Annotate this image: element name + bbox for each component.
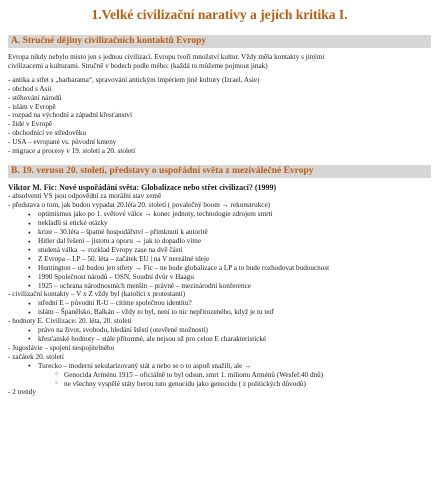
- bullet-item: ● 1925 – ochrana národnostních menšin – právně – mezinárodní konference: [8, 282, 431, 291]
- list-item: - USA – evropané vs. původní kmeny: [8, 138, 117, 147]
- list-item: - rozpad na východní a západní křesťanství: [8, 111, 133, 120]
- list-item: - hodnoty E. Civilizace: 20. léta, 20. století: [8, 317, 132, 326]
- section-a-list: [8, 76, 431, 156]
- section-b-heading: B. 19. verusu 20. století, představy o uspořádní světa z meziválečné Evropy: [8, 165, 431, 178]
- bullet-item: ● střední E – původní R-U – cítíme společnou identitu?: [8, 299, 431, 308]
- intro-line: Evropa nikdy nebylo místo jen s jednou civilizací. Evropu tvoří množství kultur. Vždy měla kontakty s jinými: [8, 53, 325, 61]
- bullet-item: ● právo na život, svobodu, hledání štěstí (otevřené možnosti): [8, 326, 431, 335]
- bullet-item: ● islám – Španělsko, Balkán – vždy to byl, není to nic nepřirozeného, když je tu teď: [8, 308, 431, 317]
- list-item: - začátek 20. století: [8, 352, 64, 361]
- bullet-item: ● studená válka → rozklad Evropy zase na dvě části: [8, 246, 431, 255]
- list-item: - obchodnící ve středověku: [8, 129, 87, 138]
- list-item: - absolventi VS jsou odpovědní za morální stav země: [8, 192, 162, 201]
- bullet-item: ● Turecko – moderní sekularizovaný stát a nebo se o to aspoň snažili, ale →: [8, 362, 431, 371]
- list-item: - představa o tom, jak budou vypadat 20.léta 20. století ( povalečný boom → rekonstrukce): [8, 201, 271, 210]
- page-title: 1.Velké civilizační narativy a jejích kritika I.: [91, 7, 348, 22]
- bullet-item: ● optimismus jako po 1. světové válce → konec jednoty, technologie zdrojem smrti: [8, 210, 431, 219]
- sub-bullet-item: ○ ne všechny vyspělé státy berou tuto genocidu jako genocidu ( z politických důvodů): [8, 380, 431, 389]
- intro-line: civilizacemi a kulturami. Stručně v bodech podle mého: (každá to můžeme pojmout jinak): [8, 61, 268, 70]
- list-item: - obchod s Asií: [8, 84, 52, 93]
- list-item: - islám v Evropě: [8, 102, 56, 111]
- sub-bullet-item: ○ Genocida Arménu 1915 – oficiálně to byl odsun, smrt 1. milionu Arménů (Wesfel:40 dnů): [8, 371, 431, 380]
- bullet-item: ● Z Evropa – LP – 50. léta – začátek EU | na V nereálné ideje: [8, 255, 431, 264]
- list-item: - 2 trendy: [8, 388, 36, 397]
- bullet-item: ● nekladli si etické otázky: [8, 219, 431, 228]
- section-b-body: [8, 183, 431, 397]
- section-a-intro: [8, 53, 431, 71]
- bullet-item: ● Hitler dal řešení – jistotu a oporu → jak to dopadlo víme: [8, 237, 431, 246]
- list-item: - migrace a procesy v 19. století a 20. století: [8, 147, 136, 156]
- bullet-item: ● krize – 30.léta – špatné hospodářství – přimknutí k autoritě: [8, 228, 431, 237]
- bullet-item: ● 1990 Společnost národů – OSN, Soudní dvůr v Haagu: [8, 273, 431, 282]
- list-item: - Jugoslávie – spojení nespojitelného: [8, 343, 115, 352]
- source-title: Viktor M. Fic: Nové uspořádání světa: Globalizace nebo střet civilizací? (1999): [8, 182, 277, 192]
- list-item: - civilizační kontakty – V x Z vždy byl (katolíci x protestanti): [8, 290, 186, 299]
- list-item: - antika a střet s „barbarama“, spravování antickým impériem jiné kultury (Izrael, Asie): [8, 75, 260, 84]
- bullet-item: ● Huntington – už budou jen střety → Fic – ne bude globalizace a LP a to bude rozhodovat budoucnost: [8, 264, 431, 273]
- section-a-heading: A. Stručné dějiny civilizačních kontaktů Evropy: [8, 35, 431, 48]
- list-item: - stěhování národů: [8, 93, 62, 102]
- bullet-item: ● křesťanské hodnoty – stále přítomné, ale nejsou už pro celou E charakteristické: [8, 335, 431, 344]
- list-item: - židé v Evropě: [8, 120, 53, 129]
